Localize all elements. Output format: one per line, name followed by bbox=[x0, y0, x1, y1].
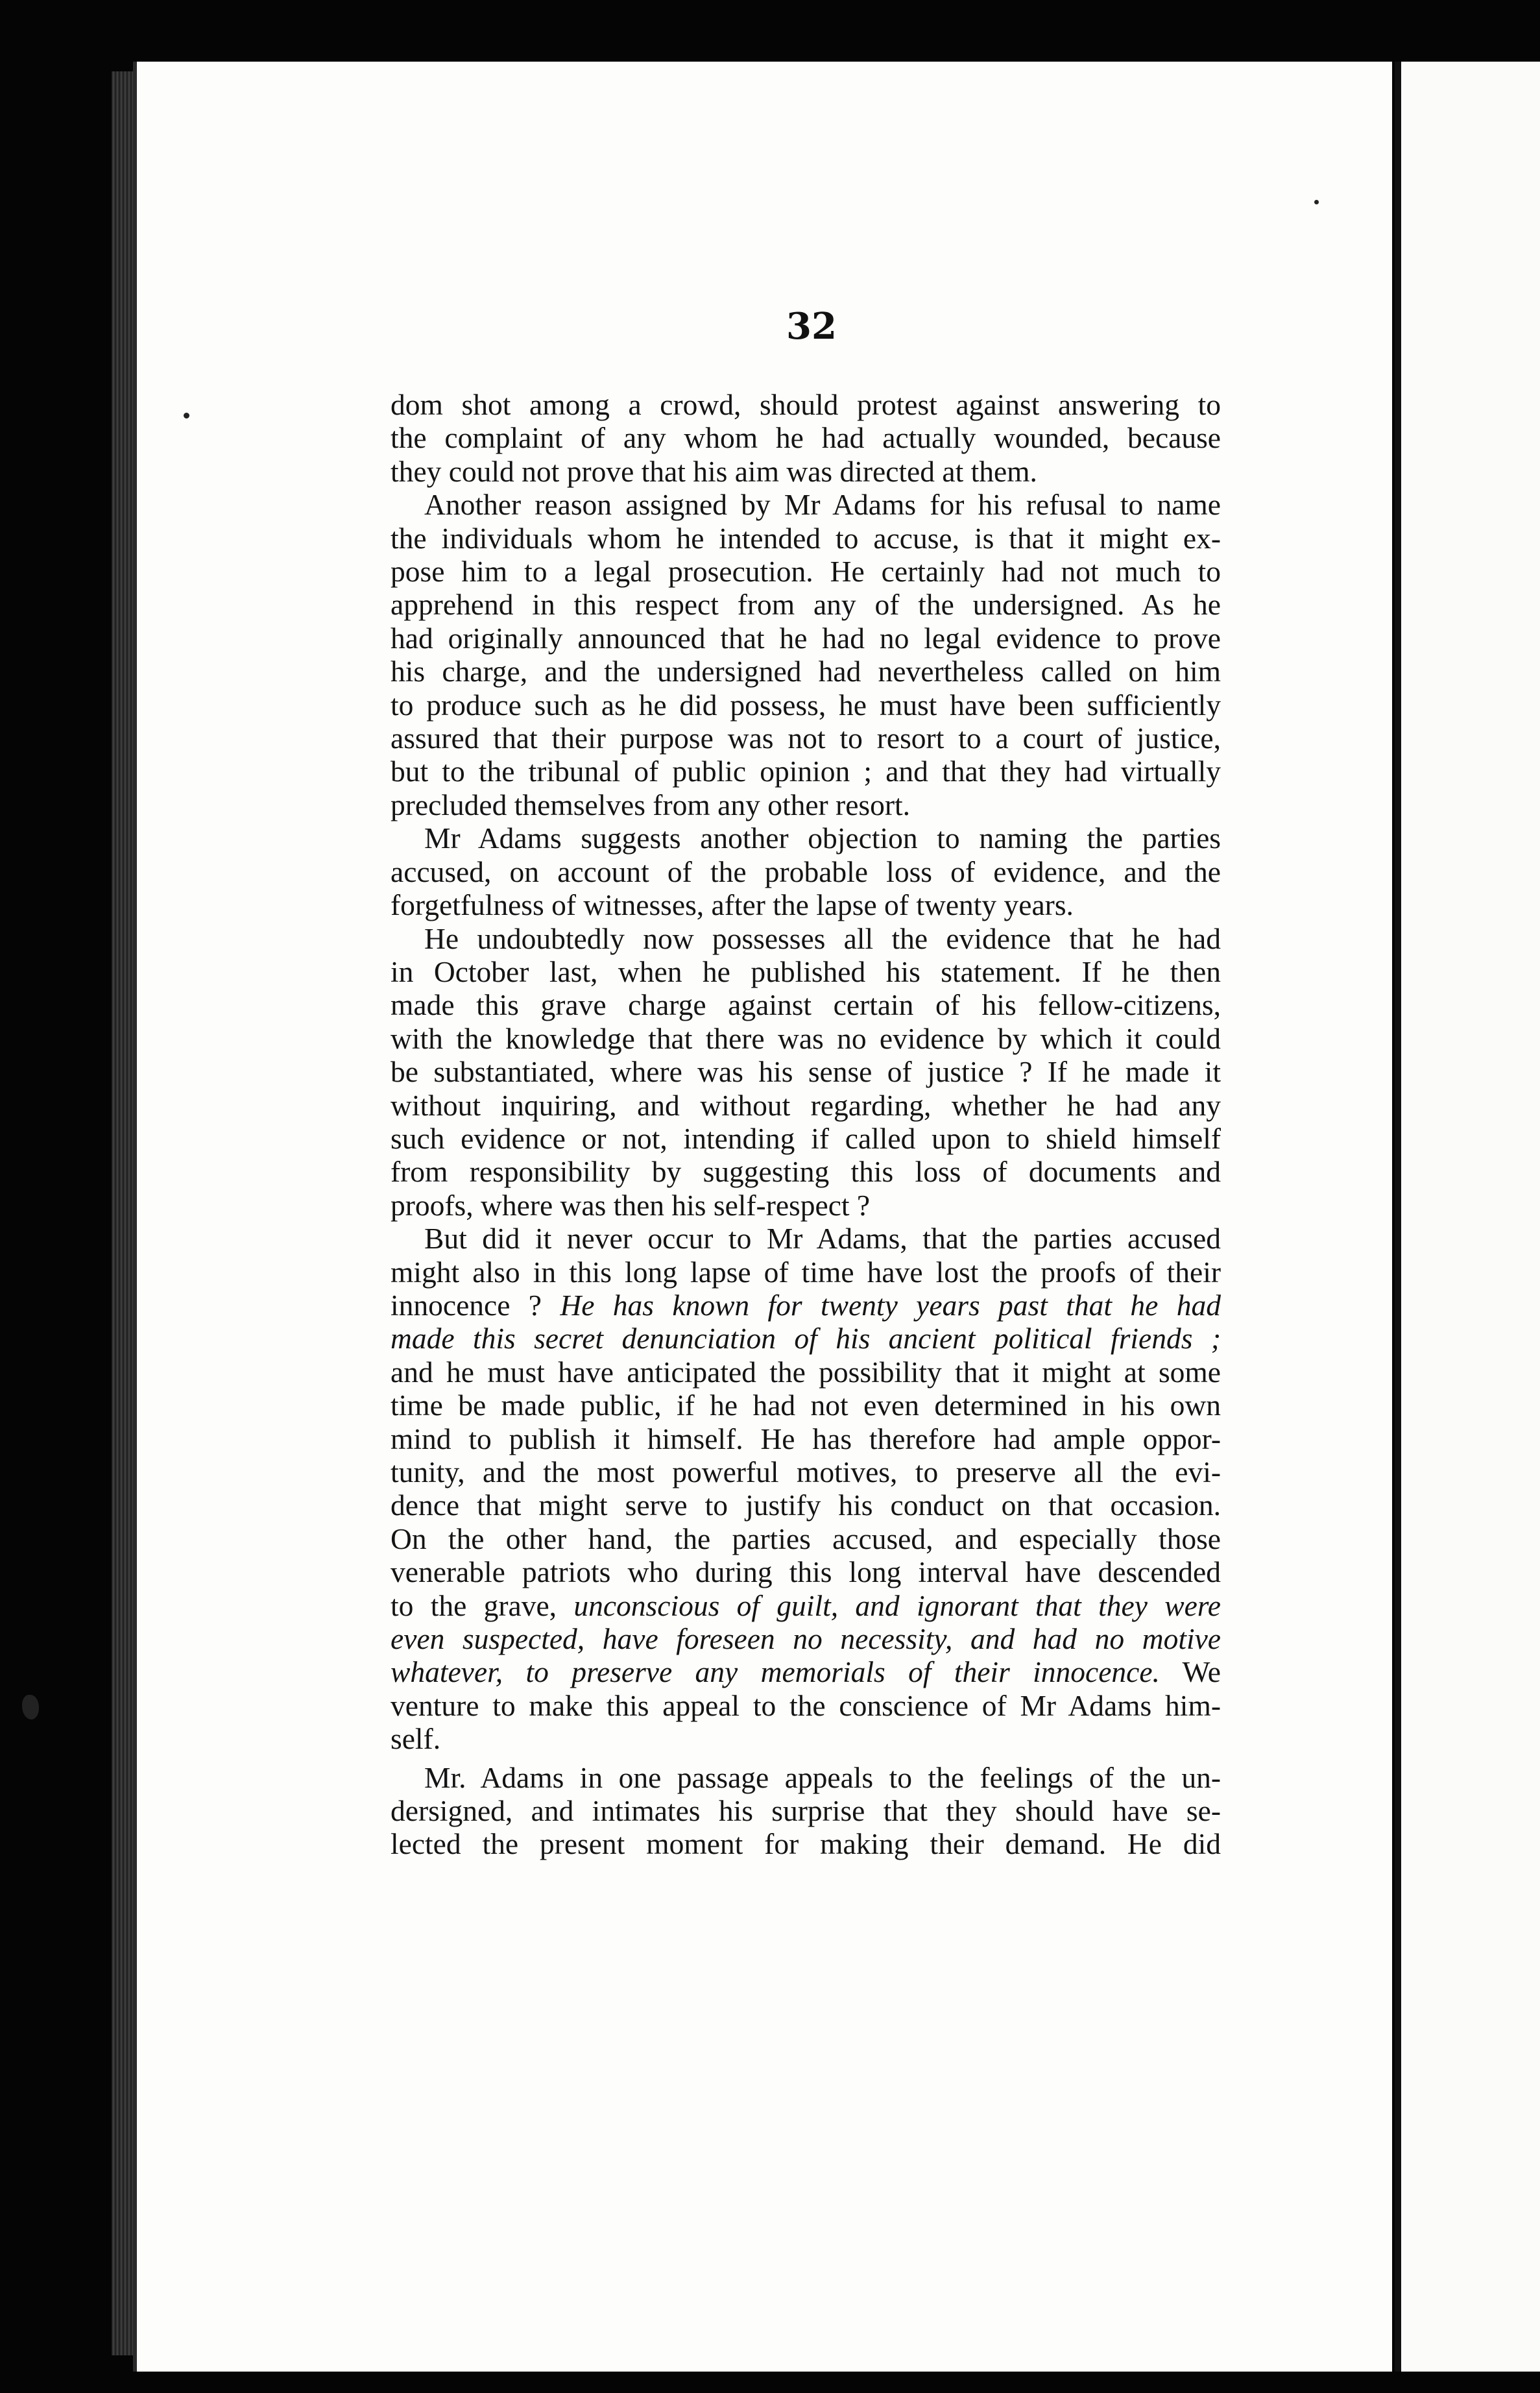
text-line: venture to make this appeal to the conscience of Mr Adams him- bbox=[391, 1688, 1221, 1722]
text-line: dence that might serve to justify his conduct on that occasion. bbox=[391, 1488, 1221, 1522]
text-line: Mr Adams suggests another objection to naming the parties bbox=[424, 821, 1221, 855]
text-line: precluded themselves from any other resort. bbox=[391, 788, 911, 821]
text-line: in October last, when he published his statement. If he then bbox=[391, 954, 1221, 988]
text-line: even suspected, have foreseen no necessity, and had no motive bbox=[391, 1622, 1221, 1656]
text-line: self. bbox=[391, 1722, 441, 1756]
text-line: be substantiated, where was his sense of justice ? If he made it bbox=[391, 1055, 1221, 1089]
text-line: such evidence or not, intending if called upon to shield himself bbox=[391, 1121, 1221, 1155]
text-line: to produce such as he did possess, he must have been sufficiently bbox=[391, 688, 1221, 722]
text-line: had originally announced that he had no legal evidence to prove bbox=[391, 621, 1221, 655]
text-line: and he must have anticipated the possibility that it might at some bbox=[391, 1355, 1221, 1389]
text-line: Another reason assigned by Mr Adams for his refusal to name bbox=[424, 488, 1221, 522]
text-line: but to the tribunal of public opinion ; and that they had virtually bbox=[391, 755, 1221, 788]
ink-mark bbox=[22, 1695, 39, 1719]
text-line: lected the present moment for making their demand. He did bbox=[391, 1827, 1221, 1861]
text-line: to the grave, unconscious of guilt, and ignorant that they were bbox=[391, 1588, 1221, 1622]
page-edge bbox=[112, 71, 134, 2355]
text-line: mind to publish it himself. He has therefore had ample oppor- bbox=[391, 1422, 1221, 1455]
text-line: time be made public, if he had not even determined in his own bbox=[391, 1389, 1221, 1422]
text-line: accused, on account of the probable loss of evidence, and the bbox=[391, 855, 1221, 888]
text-line: might also in this long lapse of time have lost the proofs of their bbox=[391, 1255, 1221, 1289]
ink-speck bbox=[184, 413, 189, 419]
text-line: proofs, where was then his self-respect ? bbox=[391, 1188, 871, 1222]
text-line: On the other hand, the parties accused, and especially those bbox=[391, 1522, 1221, 1555]
text-line: dersigned, and intimates his surprise that they should have se- bbox=[391, 1794, 1221, 1828]
text-line: his charge, and the undersigned had nevertheless called on him bbox=[391, 655, 1221, 688]
text-line: Mr. Adams in one passage appeals to the feelings of the un- bbox=[424, 1760, 1221, 1794]
text-line: tunity, and the most powerful motives, to preserve all the evi- bbox=[391, 1455, 1221, 1488]
text-line: apprehend in this respect from any of the undersigned. As he bbox=[391, 588, 1221, 622]
text-line: from responsibility by suggesting this loss of documents and bbox=[391, 1155, 1221, 1189]
text-line: assured that their purpose was not to resort to a court of justice, bbox=[391, 722, 1221, 755]
text-line: without inquiring, and without regarding, whether he had any bbox=[391, 1088, 1221, 1122]
text-line: the complaint of any whom he had actually wounded, because bbox=[391, 421, 1221, 455]
text-line: made this grave charge against certain of his fellow-citizens, bbox=[391, 988, 1221, 1022]
text-line: with the knowledge that there was no evidence by which it could bbox=[391, 1021, 1221, 1055]
body-text bbox=[391, 388, 1221, 1861]
text-line: forgetfulness of witnesses, after the lapse of twenty years. bbox=[391, 888, 1074, 922]
text-line: He undoubtedly now possesses all the evidence that he had bbox=[424, 921, 1221, 955]
text-line: they could not prove that his aim was directed at them. bbox=[391, 454, 1037, 488]
text-line: pose him to a legal prosecution. He certainly had not much to bbox=[391, 555, 1221, 589]
facing-page-edge bbox=[1395, 62, 1540, 2372]
text-line: venerable patriots who during this long interval have descended bbox=[391, 1555, 1221, 1589]
text-line: whatever, to preserve any memorials of their innocence. We bbox=[391, 1655, 1221, 1689]
text-line: the individuals whom he intended to accuse, is that it might ex- bbox=[391, 521, 1221, 555]
text-line: made this secret denunciation of his ancient political friends ; bbox=[391, 1322, 1221, 1355]
text-line: But did it never occur to Mr Adams, that the parties accused bbox=[424, 1222, 1221, 1256]
text-line: innocence ? He has known for twenty years past that he had bbox=[391, 1288, 1221, 1322]
page-number: 32 bbox=[786, 305, 837, 348]
text-line: dom shot among a crowd, should protest against answering to bbox=[391, 388, 1221, 421]
ink-speck bbox=[1314, 200, 1319, 204]
